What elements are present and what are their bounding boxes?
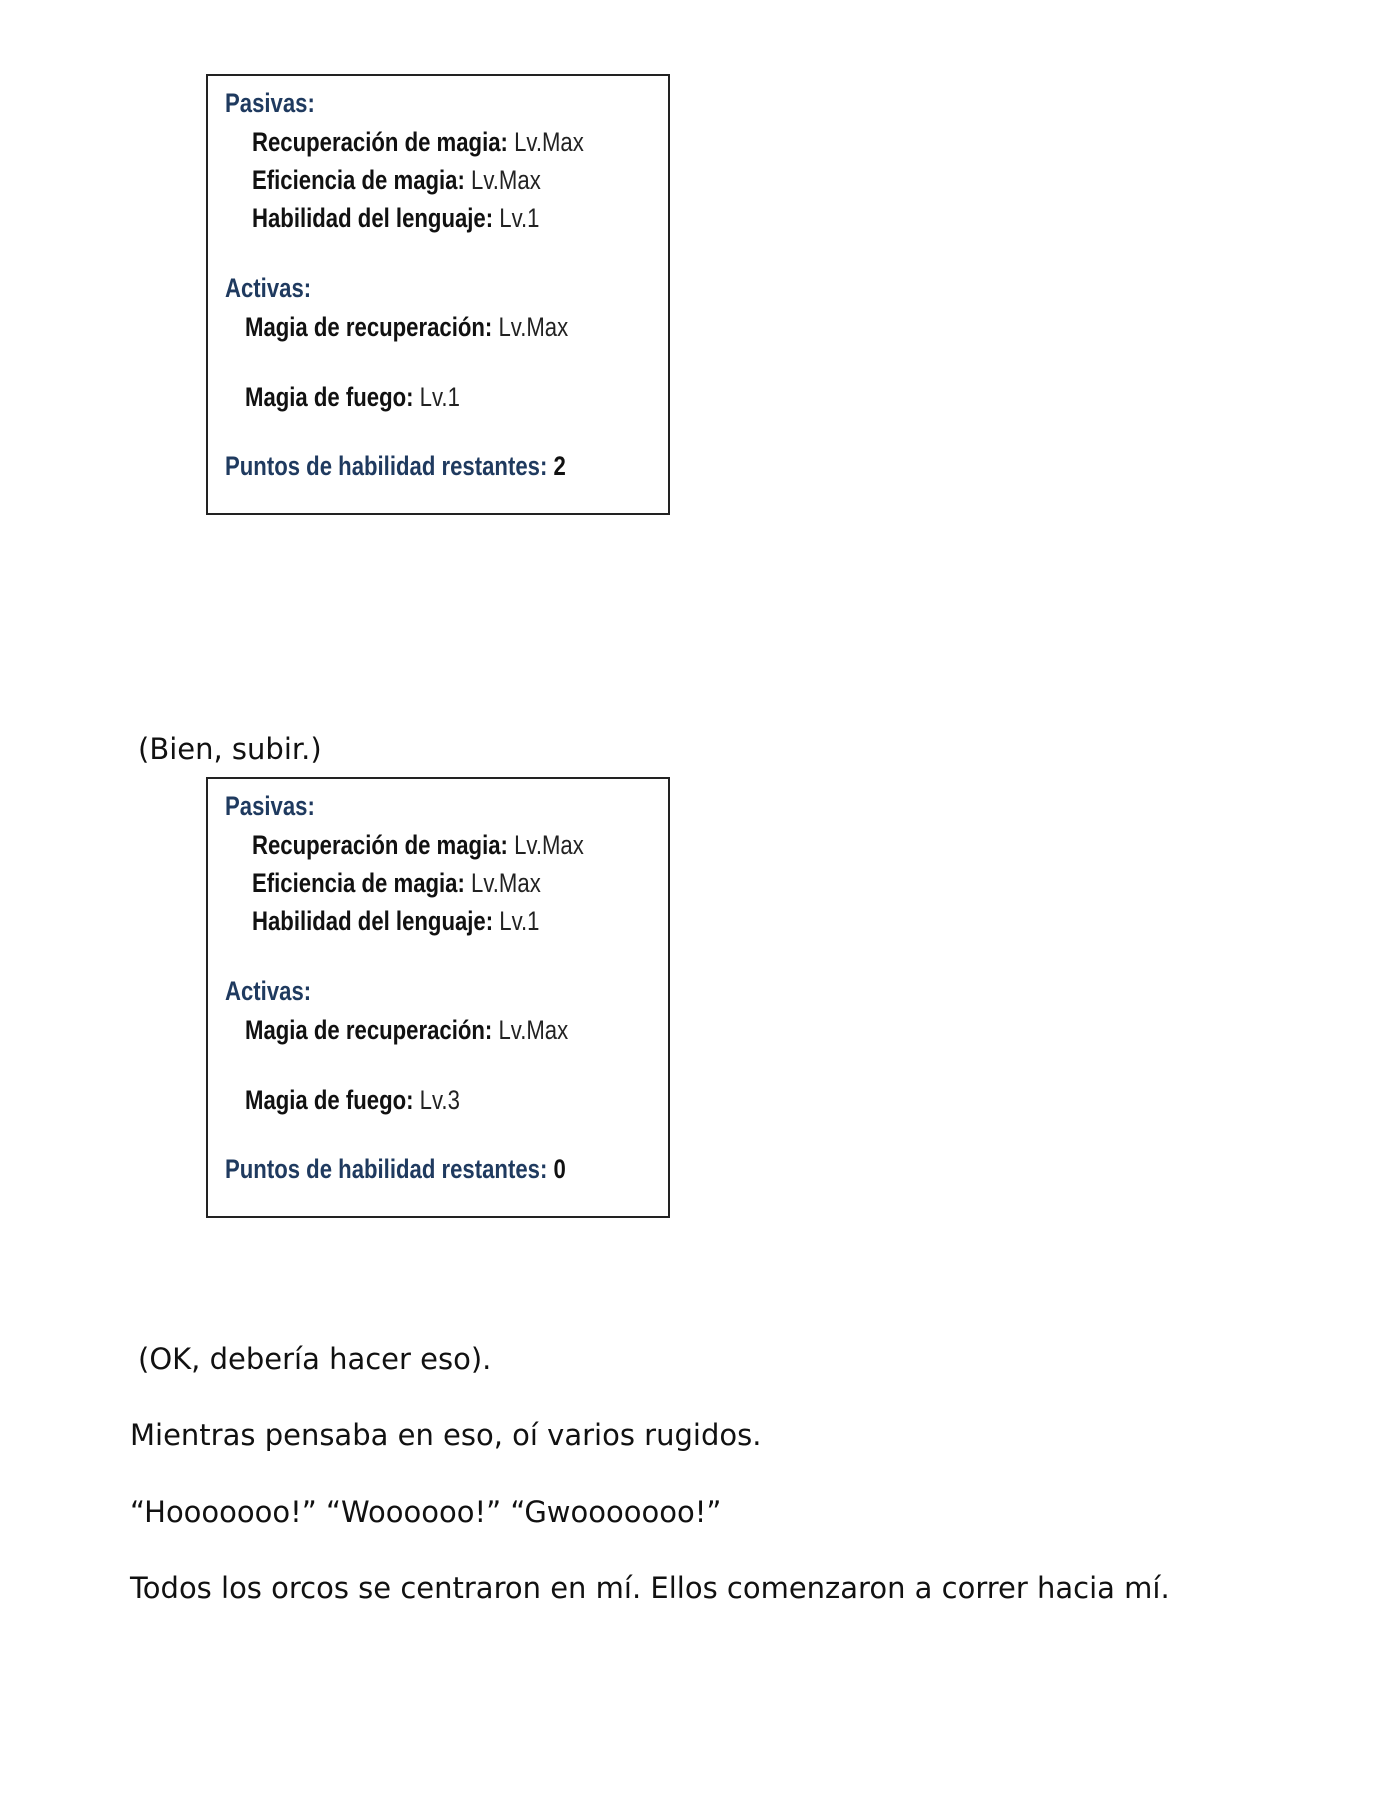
skill-name: Eficiencia de magia: [252, 868, 465, 898]
passive-skill-row [252, 163, 541, 197]
active-skill-row [245, 380, 460, 414]
pasivas-heading: Pasivas: [225, 791, 315, 821]
skill-points-value: 0 [553, 1154, 566, 1184]
skill-name: Magia de recuperación: [245, 1015, 493, 1045]
active-skill-row [245, 1083, 460, 1117]
skill-level: Lv.Max [514, 127, 584, 157]
skill-level: Lv.3 [419, 1085, 460, 1115]
skill-points-label: Puntos de habilidad restantes: [225, 1154, 548, 1184]
skill-level: Lv.1 [499, 203, 540, 233]
skill-points-row [225, 449, 566, 483]
narration-line: (Bien, subir.) [138, 732, 322, 766]
skill-level: Lv.Max [498, 1015, 569, 1045]
status-box-after [206, 777, 670, 1218]
skill-level: Lv.Max [498, 312, 569, 342]
narration-line: “Hooooooo!” “Woooooo!” “Gwooooooo!” [130, 1495, 722, 1529]
pasivas-heading: Pasivas: [225, 88, 315, 118]
skill-name: Eficiencia de magia: [252, 165, 465, 195]
skill-level: Lv.1 [419, 382, 460, 412]
active-skill-row [245, 1013, 568, 1047]
skill-level: Lv.Max [471, 868, 541, 898]
passive-skill-row [252, 125, 584, 159]
passive-skill-row [252, 828, 584, 862]
narration-line: Mientras pensaba en eso, oí varios rugidos. [130, 1418, 762, 1452]
skill-level: Lv.Max [471, 165, 541, 195]
skill-name: Magia de fuego: [245, 382, 414, 412]
skill-points-label: Puntos de habilidad restantes: [225, 451, 548, 481]
narration-line: (OK, debería hacer eso). [138, 1342, 492, 1376]
skill-name: Magia de recuperación: [245, 312, 493, 342]
status-box-before [206, 74, 670, 515]
passive-skill-row [252, 866, 541, 900]
skill-level: Lv.1 [499, 906, 540, 936]
activas-heading: Activas: [225, 273, 312, 303]
skill-name: Recuperación de magia: [252, 127, 508, 157]
narration-line: Todos los orcos se centraron en mí. Ellos comenzaron a correr hacia mí. [130, 1571, 1170, 1605]
skill-name: Magia de fuego: [245, 1085, 414, 1115]
skill-points-row [225, 1152, 566, 1186]
active-skill-row [245, 310, 568, 344]
skill-points-value: 2 [553, 451, 566, 481]
passive-skill-row [252, 904, 539, 938]
activas-heading: Activas: [225, 976, 312, 1006]
skill-name: Habilidad del lenguaje: [252, 203, 494, 233]
skill-name: Habilidad del lenguaje: [252, 906, 494, 936]
passive-skill-row [252, 201, 539, 235]
skill-name: Recuperación de magia: [252, 830, 508, 860]
skill-level: Lv.Max [514, 830, 584, 860]
